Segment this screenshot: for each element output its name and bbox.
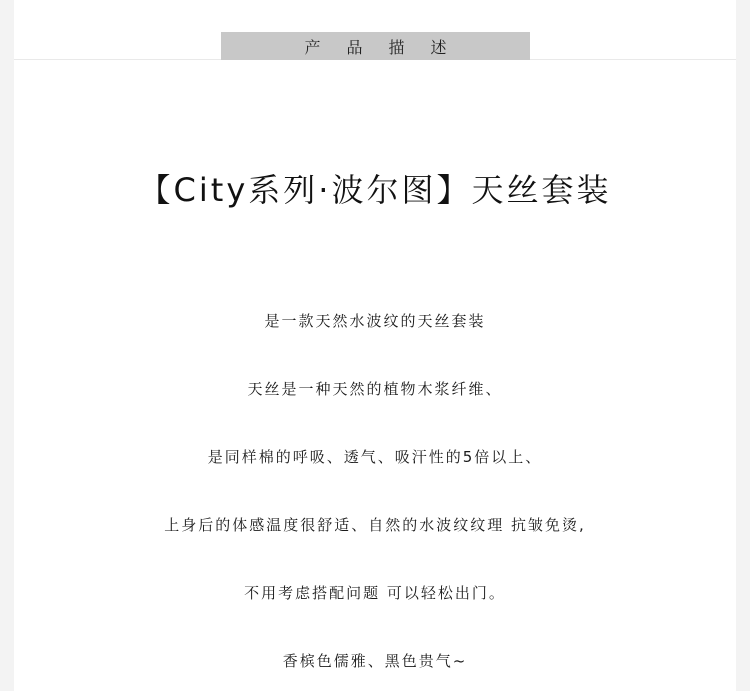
description-line: 是同样棉的呼吸、透气、吸汗性的5倍以上、 bbox=[207, 448, 543, 466]
product-title: 【City系列·波尔图】天丝套装 bbox=[138, 171, 612, 209]
section-header bbox=[221, 32, 530, 60]
section-header-label: 产品描述 bbox=[304, 37, 473, 57]
description-line: 上身后的体感温度很舒适、自然的水波纹纹理 抗皱免烫, bbox=[164, 516, 586, 534]
description-line: 天丝是一种天然的植物木浆纤维、 bbox=[247, 380, 503, 398]
description-line: 香槟色儒雅、黑色贵气~ bbox=[282, 652, 468, 670]
description-line: 是一款天然水波纹的天丝套装 bbox=[264, 312, 486, 330]
description-line: 不用考虑搭配问题 可以轻松出门。 bbox=[244, 584, 506, 602]
